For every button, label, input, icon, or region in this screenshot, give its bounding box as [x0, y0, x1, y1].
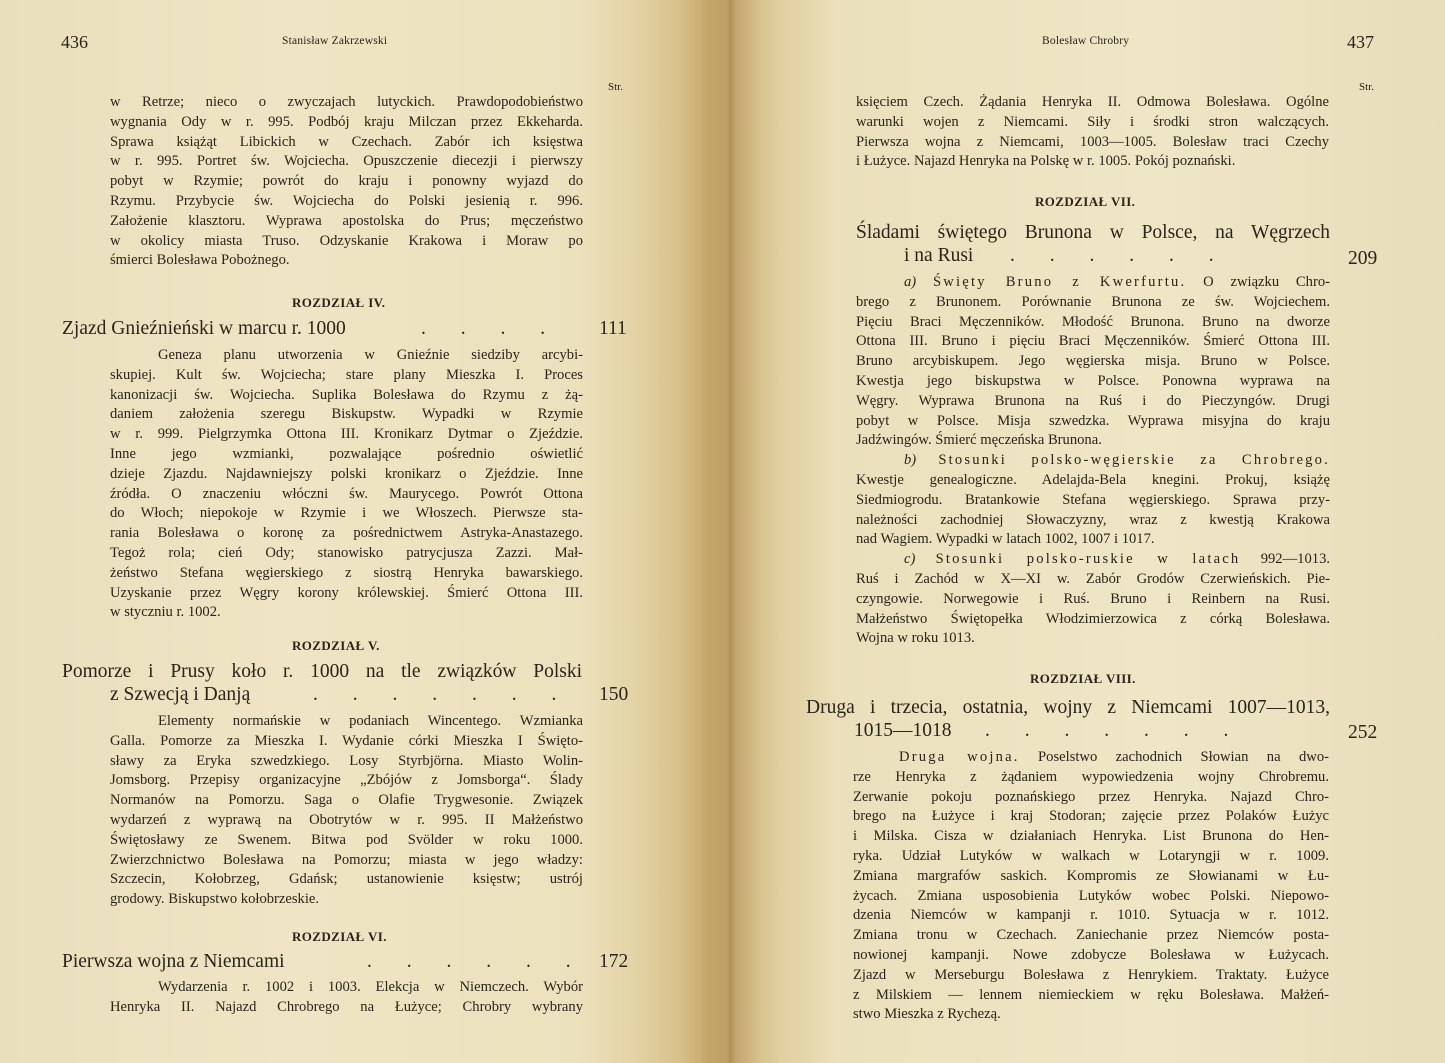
chapter-heading: ROZDZIAŁ IV. [292, 295, 386, 310]
title-line: Druga i trzecia, ostatnia, wojny z Niemcami 1007—1013, [806, 697, 1330, 718]
intro-paragraph [110, 93, 583, 271]
text-line: żeństwo Stefana węgierskiego z siostrą Henryka bawarskiego. [110, 564, 583, 581]
text-line: Zmiana tronu w Czechach. Zaniechanie przez Niemców posta- [853, 927, 1329, 944]
chapter-summary [110, 346, 583, 623]
title-line: Pomorze i Prusy koło r. 1000 na tle związków Polski [62, 661, 582, 682]
text-line: z Milskiem — lennem niemieckiem w ręku Bolesława. Małżeń- [853, 986, 1329, 1003]
page-number: 436 [61, 32, 88, 52]
chapter-heading: ROZDZIAŁ V. [292, 638, 380, 653]
text-line: Wojna w roku 1013. [856, 630, 975, 647]
chapter-page-number: 111 [599, 318, 627, 339]
text-line: ryka. Udział Lutyków w walkach w Lotaryngji w r. 1009. [853, 847, 1329, 864]
text-line: w okolicy miasta Truso. Odzyskanie Krakowa i Moraw po [110, 232, 583, 249]
text-line: Ottona III. Bruno i pięciu Braci Męczenników. Śmierć Ottona III. [856, 333, 1330, 350]
text-line: Wydarzenia r. 1002 i 1003. Elekcja w Niemczech. Wybór [158, 979, 583, 995]
chapter-title [62, 318, 346, 341]
chapter-heading: ROZDZIAŁ VIII. [1030, 671, 1136, 686]
chapter-page-number: 252 [1348, 722, 1378, 743]
text-line: do Włoch; niepokoje w Rzymie i we Włoszech. Pierwsze sta- [110, 505, 583, 522]
text-line: Ruś i Zachód w X—XI w. Zabór Grodów Czerwieńskich. Pie- [856, 570, 1330, 587]
left-page [0, 0, 700, 1063]
text-fragment: 992—1013. [1260, 551, 1331, 568]
text-line: Normanów na Pomorzu. Saga o Olafie Trygwesonie. Związek [110, 792, 583, 809]
spaced-heading: Druga wojna. [899, 749, 1020, 765]
title-line: Śladami świętego Brunona w Polsce, na Węgrzech [856, 222, 1330, 243]
text-line: Jomsborg. Przepisy organizacyjne „Zbójów z Jomsborga“. Ślady [110, 772, 583, 789]
title-line: Zjazd Gnieźnieński w marcu r. 1000 [62, 318, 346, 339]
text-line: Małżeństwo Świętopełka Włodzimierzowica z córką Bolesława. [856, 610, 1330, 627]
text-line: dzenia Niemców w kampanji r. 1010. Sytuacja w r. 1012. [853, 907, 1329, 924]
text-line: Inne jego wzmianki, pozwalające pośrednio oświetlić [110, 445, 583, 462]
text-line: w styczniu r. 1002. [110, 604, 221, 621]
text-line: skupiej. Kult św. Wojciecha; stare plany Mieszka I. Proces [110, 366, 583, 383]
leader-dots: . . . . . . . [985, 720, 1244, 741]
text-line: Siedmiogrodu. Bratankowie Stefana węgierskiego. Sprawa przy- [856, 491, 1330, 508]
text-line: księciem Czech. Żądania Henryka II. Odmowa Bolesława. Ogólne [856, 94, 1329, 110]
title-line: 1015—1018 [854, 719, 952, 741]
chapter-page-number: 172 [599, 951, 629, 972]
text-line: Zjazd w Merseburgu Bolesława z Henrykiem. Traktaty. Łużyce [853, 966, 1329, 983]
text-line: Zerwanie pokoju poznańskiego przez Henryka. Najazd Chro- [853, 788, 1329, 805]
spaced-heading: Święty Bruno z Kwerfurtu. [932, 274, 1187, 290]
text-line: Rzymu. Przybycie św. Wojciecha do Polski jesienią r. 996. [110, 192, 583, 209]
text-line: Sprawa książąt Libickich w Czechach. Zabór ich księstwa [110, 133, 583, 150]
text-line: Świętosławy ze Swenem. Bitwa pod Svölder w roku 1000. [110, 831, 583, 848]
text-line: sławy za Eryka szwedzkiego. Losy Styrbjörna. Miasto Wolin- [110, 752, 583, 769]
text-fragment: Poselstwo zachodnich Słowian na dwo- [1038, 749, 1329, 765]
text-line: rze Henryka z żądaniem wypowiedzenia wojny Chrobremu. [853, 768, 1329, 785]
text-line: Jadźwingów. Śmierć męczeńska Brunona. [856, 432, 1102, 449]
text-line: Zmiana margrafów saskich. Kompromis ze Słowianami w Łu- [853, 867, 1329, 884]
section-marker: b) [904, 452, 917, 469]
spaced-heading: Stosunki polsko-węgierskie za Chrobrego. [938, 452, 1330, 469]
text-line: Kwestja jego biskupstwa w Polsce. Ponowna wyprawa na [856, 372, 1330, 389]
text-line: Szczecin, Kołobrzeg, Gdańsk; ustanowienie księstw; ustrój [110, 871, 583, 888]
intro-paragraph [856, 93, 1329, 172]
text-line: daniem założenia szeregu Biskupstw. Wypadki w Rzymie [110, 406, 583, 423]
page-number: 437 [1347, 32, 1374, 52]
chapter-summary [853, 748, 1329, 1025]
text-line: grodowy. Biskupstwo kołobrzeskie. [110, 891, 320, 908]
section-marker: c) [904, 551, 916, 568]
text-line: należności zachodniej Słowaczyzny, wraz z kwestją Krakowa [856, 511, 1330, 528]
column-label: Str. [1359, 81, 1374, 93]
chapter-summary [856, 273, 1330, 649]
text-line: Pięciu Braci Męczenników. Młodość Brunona. Bruno na dworze [856, 313, 1330, 330]
chapter-page-number: 209 [1348, 248, 1378, 269]
chapter-page-number: 150 [599, 684, 629, 705]
text-line: dzieje Zjazdu. Najdawniejszy polski kronikarz o Zjeździe. Inne [110, 465, 583, 482]
column-label: Str. [608, 81, 623, 93]
title-line: Pierwsza wojna z Niemcami [62, 951, 285, 972]
text-line: brego na Łużyce i kraj Stodoran; zajęcie przez Polaków Łużyc [853, 808, 1329, 825]
running-head: Stanisław Zakrzewski [282, 35, 388, 47]
chapter-title [62, 951, 285, 974]
spaced-heading: Stosunki polsko-ruskie w latach [935, 551, 1241, 568]
text-fragment: O związku Chro- [1203, 274, 1330, 290]
text-line: źródła. O znaczeniu włóczni św. Maurycego. Powrót Ottona [110, 485, 583, 502]
text-line [856, 273, 1330, 293]
text-line: brego z Brunonem. Porównanie Brunona ze św. Wojciechem. [856, 293, 1330, 310]
text-line: rania Bolesława o koronę za pośrednictwem Astryka-Anastazego. [110, 525, 583, 542]
text-line: stwo Mieszka z Rychezą. [853, 1006, 1001, 1023]
chapter-summary [110, 712, 583, 910]
text-line: w r. 999. Pielgrzymka Ottona III. Kronikarz Dytmar o Zjeździe. [110, 426, 583, 443]
leader-dots: . . . . . . [367, 951, 586, 972]
text-line: kanonizacji św. Wojciecha. Suplika Bolesława do Rzymu z żą- [110, 386, 583, 403]
text-line [856, 550, 1330, 570]
text-line: Uzyskanie przez Węgry korony królewskiej. Śmierć Ottona III. [110, 584, 583, 601]
text-line: Zwierzchnictwo Bolesława na Pomorzu; miasta w jego władzy: [110, 851, 583, 868]
chapter-summary [110, 978, 583, 1018]
text-line [853, 748, 1329, 768]
text-line: Henryka II. Najazd Chrobrego na Łużyce; Chrobry wybrany [110, 998, 583, 1015]
text-line: w Retrze; nieco o zwyczajach lutyckich. Prawdopodobieństwo [110, 94, 583, 110]
text-line: czyngowie. Norwegowie i Ruś. Bruno i Reinbern na Rusi. [856, 590, 1330, 607]
text-line: nad Wagiem. Wypadki w latach 1002, 1007 i 1017. [856, 531, 1155, 548]
text-line: warunki wojen z Niemcami. Siły i środki stron walczących. [856, 113, 1329, 130]
chapter-heading: ROZDZIAŁ VII. [1035, 194, 1136, 209]
text-line: Elementy normańskie w podaniach Wincentego. Wzmianka [158, 713, 583, 729]
text-line: życach. Zmiana usposobienia Lutyków wobec Polski. Niepowo- [853, 887, 1329, 904]
text-line: w r. 995. Portret św. Wojciecha. Opuszczenie diecezji i pierwszy [110, 153, 583, 170]
text-line: pobyt w Rzymie; powrót do kraju i ponowny wyjazd do [110, 173, 583, 190]
text-line: Galla. Pomorze za Mieszka I. Wydanie córki Mieszka I Święto- [110, 732, 583, 749]
text-line: śmierci Bolesława Pobożnego. [110, 252, 290, 269]
text-line: wydarzeń z wyprawą na Obotrytów w r. 995. II Małżeństwo [110, 811, 583, 828]
text-line: pobyt w Polsce. Misja szwedzka. Wyprawa misyjna do kraju [856, 412, 1330, 429]
text-line: i Łużyce. Najazd Henryka na Polskę w r. 1005. Pokój poznański. [856, 153, 1236, 170]
title-line: z Szwecją i Danją [110, 683, 251, 705]
right-page [745, 0, 1445, 1063]
leader-dots: . . . . . . . [313, 684, 572, 705]
leader-dots: . . . . . . [1010, 245, 1229, 266]
text-line: Pierwsza wojna z Niemcami, 1003—1005. Bolesław traci Czechy [856, 133, 1329, 150]
text-line: Założenie klasztoru. Wyprawa apostolska do Prus; męczeństwo [110, 212, 583, 229]
title-line: i na Rusi [904, 244, 974, 266]
text-line: Węgry. Wyprawa Brunona na Ruś i do Pieczyngów. Drugi [856, 392, 1330, 409]
leader-dots: . . . . [421, 318, 561, 339]
text-line: Kwestje genealogiczne. Adelajda-Bela knegini. Prokuj, książę [856, 471, 1330, 488]
text-line: Geneza planu utworzenia w Gnieźnie siedziby arcybi- [158, 347, 583, 363]
running-head: Bolesław Chrobry [1042, 35, 1130, 47]
text-line: Bruno arcybiskupem. Jego węgierska misja. Bruno w Polsce. [856, 353, 1330, 370]
text-line: wygnania Ody w r. 995. Podbój kraju Milczan przez Ekkeharda. [110, 113, 583, 130]
text-line: i Milska. Cisza w działaniach Henryka. List Brunona do Hen- [853, 828, 1329, 845]
chapter-heading: ROZDZIAŁ VI. [292, 929, 387, 944]
text-line [856, 451, 1330, 471]
text-line: Tegoż rola; cień Ody; stanowisko patrycjusza Zazzi. Mał- [110, 544, 583, 561]
section-marker: a) [904, 274, 917, 290]
text-line: nowionej kampanji. Nowe zdobycze Bolesława w Łużycach. [853, 946, 1329, 963]
